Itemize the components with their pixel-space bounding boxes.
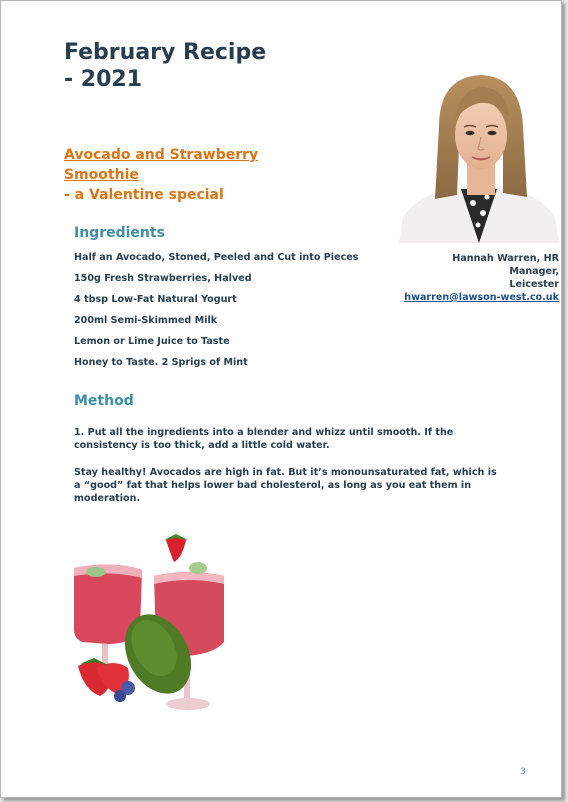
subtitle-line-3: - a Valentine special — [64, 187, 224, 203]
author-location: Leicester — [509, 279, 559, 290]
method-step: 1. Put all the ingredients into a blender and whizz until smooth. If the consistency is too thick, add a little cold water. — [74, 427, 454, 451]
list-item: 200ml Semi-Skimmed Milk — [74, 315, 218, 326]
author-portrait-photo — [399, 67, 559, 243]
page-title — [64, 39, 344, 93]
page-number: 3 — [520, 767, 526, 777]
ingredients-heading: Ingredients — [74, 225, 165, 241]
health-note: Stay healthy! Avocados are high in fat. But it’s monounsaturated fat, which is a “good” fat that helps lower bad cholesterol, as long as you eat them in moderation. — [74, 467, 497, 504]
list-item: Half an Avocado, Stoned, Peeled and Cut into Pieces — [74, 252, 359, 263]
list-item: Honey to Taste. 2 Sprigs of Mint — [74, 357, 248, 368]
subtitle-line-1: Avocado and Strawberry — [64, 147, 259, 163]
title-line-2: - 2021 — [64, 67, 143, 92]
title-line-1: February Recipe — [64, 40, 267, 65]
author-email-link[interactable]: hwarren@lawson-west.co.uk — [404, 292, 559, 303]
list-item: Lemon or Lime Juice to Taste — [74, 336, 230, 347]
smoothie-photo — [74, 518, 224, 734]
method-heading: Method — [74, 393, 134, 409]
author-block — [401, 252, 559, 304]
ingredients-list — [74, 252, 358, 378]
author-name-role: Hannah Warren, HR Manager, — [452, 253, 559, 277]
recipe-subtitle — [64, 145, 284, 205]
list-item: 4 tbsp Low-Fat Natural Yogurt — [74, 294, 237, 305]
list-item: 150g Fresh Strawberries, Halved — [74, 273, 252, 284]
subtitle-line-2: Smoothie — [64, 167, 139, 183]
